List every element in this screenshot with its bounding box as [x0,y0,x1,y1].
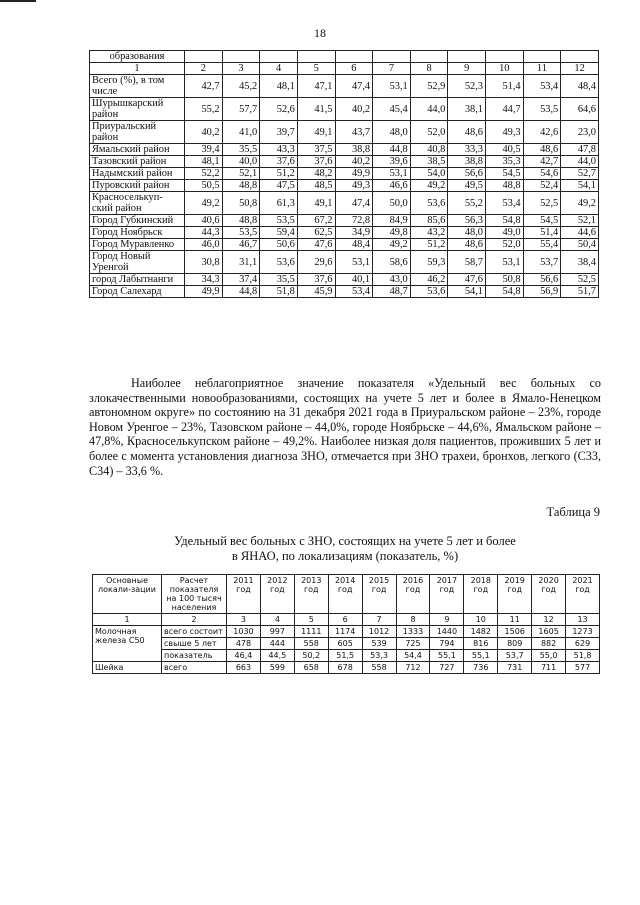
index-cell: 5 [297,63,335,75]
value-cell: 1605 [532,626,566,638]
value-cell: 40,2 [335,98,373,121]
table-row [90,215,599,227]
value-cell: 55,1 [430,650,464,662]
table-row [90,192,599,215]
value-cell: 51,8 [566,650,600,662]
value-cell: 48,8 [222,215,260,227]
table-row [90,227,599,239]
value-cell: 56,6 [448,168,486,180]
value-cell: 1506 [498,626,532,638]
value-cell: 47,6 [448,274,486,286]
value-cell: 39,6 [373,156,411,168]
row-label: Всего (%), в том числе [90,75,185,98]
table-label: Таблица 9 [546,505,600,519]
localization-label: Шейка [93,662,162,674]
value-cell: 53,1 [373,168,411,180]
row-label: Город Ноябрьск [90,227,185,239]
table-row [93,638,600,650]
value-cell: 53,5 [260,215,298,227]
value-cell: 577 [566,662,600,674]
value-cell: 51,7 [561,286,599,298]
value-cell: 64,6 [561,98,599,121]
table-row [93,626,600,638]
localization-table [92,574,600,674]
value-cell: 50,8 [486,274,524,286]
value-cell: 47,4 [335,192,373,215]
table-row [93,650,600,662]
index-cell: 2 [185,63,223,75]
row-label: Надымский район [90,168,185,180]
table-index-row [93,614,600,626]
value-cell: 1273 [566,626,600,638]
value-cell: 46,6 [373,180,411,192]
index-cell: 9 [430,614,464,626]
value-cell: 53,1 [373,75,411,98]
column-header-year: 2017 год [430,575,464,614]
value-cell: 51,8 [260,286,298,298]
value-cell: 53,6 [410,192,448,215]
district-table [89,50,599,298]
value-cell: 46,7 [222,239,260,251]
body-paragraph: Наиболее неблагоприятное значение показателя «Удельный вес больных со злокачественными новообразованиями, состоящих на учете 5 лет и более в Ямало-Ненецком автономном округе» по состоянию на 31 декабря 2021 года в Приуральском районе – 23%, городе Новом Уренгое – 23%, Тазовском районе – 44,0%, городе Ноябрьске – 44,6%, Ямальском районе – 47,8%, Красноселькупском районе – 49,2%. Наиболее низкая доля пациентов, проживших 5 лет и более с момента установления диагноза ЗНО, отмечается при ЗНО трахеи, бронхов, легкого (С33, С34) – 33,6 %. [89,376,601,478]
value-cell: 43,2 [410,227,448,239]
value-cell: 49,9 [185,286,223,298]
value-cell: 48,6 [523,144,561,156]
value-cell: 59,4 [260,227,298,239]
value-cell: 478 [227,638,261,650]
value-cell: 38,8 [335,144,373,156]
value-cell: 40,1 [335,274,373,286]
value-cell: 40,0 [222,156,260,168]
index-cell: 9 [448,63,486,75]
value-cell: 58,6 [373,251,411,274]
value-cell: 48,7 [373,286,411,298]
value-cell: 711 [532,662,566,674]
value-cell: 56,9 [523,286,561,298]
index-cell: 13 [566,614,600,626]
column-header-year: 2021 год [566,575,600,614]
header-cell [410,51,448,63]
header-cell [523,51,561,63]
value-cell: 558 [294,638,328,650]
value-cell: 39,7 [260,121,298,144]
value-cell: 53,7 [523,251,561,274]
value-cell: 55,1 [464,650,498,662]
value-cell: 52,3 [448,75,486,98]
value-cell: 605 [328,638,362,650]
value-cell: 1030 [227,626,261,638]
value-cell: 49,2 [561,192,599,215]
value-cell: 558 [362,662,396,674]
value-cell: 48,0 [373,121,411,144]
value-cell: 84,9 [373,215,411,227]
value-cell: 38,4 [561,251,599,274]
value-cell: 51,5 [328,650,362,662]
index-cell: 2 [162,614,227,626]
index-cell: 10 [464,614,498,626]
value-cell: 1174 [328,626,362,638]
value-cell: 56,3 [448,215,486,227]
value-cell: 62,5 [297,227,335,239]
value-cell: 59,3 [410,251,448,274]
value-cell: 85,6 [410,215,448,227]
value-cell: 1333 [396,626,430,638]
header-cell-entity: образования [90,51,185,63]
index-cell: 1 [93,614,162,626]
value-cell: 45,9 [297,286,335,298]
table-row [90,168,599,180]
value-cell: 52,0 [410,121,448,144]
value-cell: 48,4 [335,239,373,251]
value-cell: 1440 [430,626,464,638]
value-cell: 53,5 [523,98,561,121]
value-cell: 444 [260,638,294,650]
value-cell: 54,0 [410,168,448,180]
value-cell: 46,4 [227,650,261,662]
value-cell: 52,1 [222,168,260,180]
value-cell: 53,1 [335,251,373,274]
column-header-year: 2011 год [227,575,261,614]
value-cell: 49,3 [335,180,373,192]
value-cell: 41,5 [297,98,335,121]
value-cell: 40,6 [185,215,223,227]
column-header-year: 2020 год [532,575,566,614]
value-cell: 53,4 [486,192,524,215]
value-cell: 49,1 [297,121,335,144]
value-cell: 50,6 [260,239,298,251]
row-label: город Лабытнанги [90,274,185,286]
value-cell: 48,1 [185,156,223,168]
index-cell: 7 [373,63,411,75]
value-cell: 50,5 [185,180,223,192]
value-cell: 678 [328,662,362,674]
value-cell: 50,4 [561,239,599,251]
value-cell: 49,2 [373,239,411,251]
index-cell: 11 [498,614,532,626]
value-cell: 38,5 [410,156,448,168]
index-cell: 3 [222,63,260,75]
value-cell: 48,6 [448,239,486,251]
value-cell: 37,4 [222,274,260,286]
value-cell: 44,3 [185,227,223,239]
value-cell: 49,5 [448,180,486,192]
column-header-calculation: Расчет показателя на 100 тысяч населения [162,575,227,614]
header-cell [561,51,599,63]
value-cell: 48,4 [561,75,599,98]
value-cell: 53,7 [498,650,532,662]
header-cell [373,51,411,63]
header-cell [297,51,335,63]
index-cell: 4 [260,614,294,626]
row-label: Шурышкарский район [90,98,185,121]
value-cell: 40,2 [335,156,373,168]
value-cell: 35,3 [486,156,524,168]
value-cell: 49,1 [297,192,335,215]
value-cell: 54,4 [396,650,430,662]
column-header-year: 2014 год [328,575,362,614]
column-header-year: 2018 год [464,575,498,614]
value-cell: 809 [498,638,532,650]
value-cell: 54,6 [523,168,561,180]
table-row [93,662,600,674]
value-cell: 40,8 [410,144,448,156]
value-cell: 56,6 [523,274,561,286]
value-cell: 794 [430,638,464,650]
value-cell: 72,8 [335,215,373,227]
value-cell: 51,2 [410,239,448,251]
value-cell: 997 [260,626,294,638]
value-cell: 44,0 [410,98,448,121]
value-cell: 52,9 [410,75,448,98]
index-cell: 12 [561,63,599,75]
value-cell: 52,5 [561,274,599,286]
value-cell: 55,2 [448,192,486,215]
header-cell [448,51,486,63]
value-cell: 42,6 [523,121,561,144]
row-label: Город Губкинский [90,215,185,227]
value-cell: 43,0 [373,274,411,286]
value-cell: 54,1 [448,286,486,298]
value-cell: 816 [464,638,498,650]
value-cell: 37,6 [297,274,335,286]
value-cell: 44,7 [486,98,524,121]
header-cell [260,51,298,63]
value-cell: 663 [227,662,261,674]
index-cell: 5 [294,614,328,626]
table-row [90,144,599,156]
value-cell: 52,0 [486,239,524,251]
value-cell: 55,4 [523,239,561,251]
value-cell: 48,5 [297,180,335,192]
value-cell: 67,2 [297,215,335,227]
value-cell: 50,2 [294,650,328,662]
value-cell: 48,0 [448,227,486,239]
indicator-label: всего состоит [162,626,227,638]
value-cell: 47,8 [561,144,599,156]
value-cell: 50,0 [373,192,411,215]
header-cell [335,51,373,63]
row-label: Пуровский район [90,180,185,192]
table-row [90,286,599,298]
value-cell: 46,0 [185,239,223,251]
value-cell: 49,2 [410,180,448,192]
row-label: Красноселькуп-ский район [90,192,185,215]
value-cell: 43,7 [335,121,373,144]
value-cell: 53,1 [486,251,524,274]
column-header-year: 2015 год [362,575,396,614]
column-header-year: 2019 год [498,575,532,614]
value-cell: 54,5 [523,215,561,227]
value-cell: 34,3 [185,274,223,286]
index-cell: 8 [396,614,430,626]
value-cell: 47,5 [260,180,298,192]
value-cell: 52,6 [260,98,298,121]
value-cell: 61,3 [260,192,298,215]
index-cell: 7 [362,614,396,626]
value-cell: 23,0 [561,121,599,144]
table-row [90,156,599,168]
indicator-label: свыше 5 лет [162,638,227,650]
table-header-row [93,575,600,614]
index-cell: 6 [328,614,362,626]
value-cell: 51,2 [260,168,298,180]
value-cell: 54,8 [486,286,524,298]
value-cell: 52,7 [561,168,599,180]
indicator-label: всего [162,662,227,674]
table-row [90,121,599,144]
caption-line-1: Удельный вес больных с ЗНО, состоящих на учете 5 лет и более [174,534,516,548]
value-cell: 45,2 [222,75,260,98]
value-cell: 44,8 [222,286,260,298]
value-cell: 35,5 [222,144,260,156]
value-cell: 52,1 [561,215,599,227]
index-cell: 11 [523,63,561,75]
index-cell: 12 [532,614,566,626]
value-cell: 45,4 [373,98,411,121]
value-cell: 1111 [294,626,328,638]
value-cell: 49,9 [335,168,373,180]
value-cell: 57,7 [222,98,260,121]
value-cell: 539 [362,638,396,650]
value-cell: 731 [498,662,532,674]
table-row [90,274,599,286]
value-cell: 30,8 [185,251,223,274]
localization-label: Молочная железа С50 [93,626,162,662]
value-cell: 47,1 [297,75,335,98]
value-cell: 51,4 [486,75,524,98]
indicator-label: показатель [162,650,227,662]
value-cell: 1482 [464,626,498,638]
table-caption [89,534,601,564]
value-cell: 882 [532,638,566,650]
value-cell: 50,8 [222,192,260,215]
index-cell: 4 [260,63,298,75]
column-header-localization: Основные локали-зации [93,575,162,614]
value-cell: 48,8 [486,180,524,192]
column-header-year: 2013 год [294,575,328,614]
row-label: Приуральский район [90,121,185,144]
value-cell: 629 [566,638,600,650]
row-label: Город Муравленко [90,239,185,251]
value-cell: 38,1 [448,98,486,121]
value-cell: 658 [294,662,328,674]
value-cell: 53,6 [410,286,448,298]
page-number: 18 [314,26,326,40]
value-cell: 48,2 [297,168,335,180]
value-cell: 34,9 [335,227,373,239]
column-header-year: 2012 год [260,575,294,614]
value-cell: 44,6 [561,227,599,239]
value-cell: 41,0 [222,121,260,144]
value-cell: 31,1 [222,251,260,274]
value-cell: 48,6 [448,121,486,144]
value-cell: 55,2 [185,98,223,121]
value-cell: 54,1 [561,180,599,192]
table-row [90,98,599,121]
value-cell: 58,7 [448,251,486,274]
table-row [90,75,599,98]
table-index-row [90,63,599,75]
index-cell: 3 [227,614,261,626]
value-cell: 52,5 [523,192,561,215]
value-cell: 37,6 [260,156,298,168]
row-label: Тазовский район [90,156,185,168]
index-cell: 6 [335,63,373,75]
value-cell: 51,4 [523,227,561,239]
value-cell: 49,2 [185,192,223,215]
header-cell [185,51,223,63]
value-cell: 725 [396,638,430,650]
value-cell: 55,0 [532,650,566,662]
value-cell: 727 [430,662,464,674]
caption-line-2: в ЯНАО, по локализациям (показатель, %) [231,549,459,563]
value-cell: 37,6 [297,156,335,168]
value-cell: 53,4 [523,75,561,98]
value-cell: 38,8 [448,156,486,168]
value-cell: 1012 [362,626,396,638]
value-cell: 52,4 [523,180,561,192]
value-cell: 39,4 [185,144,223,156]
index-cell: 10 [486,63,524,75]
table-row [90,180,599,192]
value-cell: 37,5 [297,144,335,156]
row-label: Ямальский район [90,144,185,156]
value-cell: 33,3 [448,144,486,156]
value-cell: 49,8 [373,227,411,239]
value-cell: 53,5 [222,227,260,239]
value-cell: 53,6 [260,251,298,274]
value-cell: 49,3 [486,121,524,144]
value-cell: 44,0 [561,156,599,168]
value-cell: 49,0 [486,227,524,239]
value-cell: 40,2 [185,121,223,144]
row-label: Город Салехард [90,286,185,298]
value-cell: 35,5 [260,274,298,286]
value-cell: 46,2 [410,274,448,286]
value-cell: 736 [464,662,498,674]
value-cell: 40,5 [486,144,524,156]
value-cell: 43,3 [260,144,298,156]
value-cell: 599 [260,662,294,674]
index-cell: 1 [90,63,185,75]
value-cell: 712 [396,662,430,674]
value-cell: 44,5 [260,650,294,662]
value-cell: 53,3 [362,650,396,662]
row-label: Город Новый Уренгой [90,251,185,274]
value-cell: 42,7 [185,75,223,98]
value-cell: 53,4 [335,286,373,298]
value-cell: 48,8 [222,180,260,192]
value-cell: 47,6 [297,239,335,251]
value-cell: 42,7 [523,156,561,168]
column-header-year: 2016 год [396,575,430,614]
table-header-row [90,51,599,63]
value-cell: 48,1 [260,75,298,98]
value-cell: 52,2 [185,168,223,180]
value-cell: 54,8 [486,215,524,227]
value-cell: 44,8 [373,144,411,156]
index-cell: 8 [410,63,448,75]
table-row [90,251,599,274]
value-cell: 47,4 [335,75,373,98]
header-cell [222,51,260,63]
value-cell: 29,6 [297,251,335,274]
value-cell: 54,5 [486,168,524,180]
table-row [90,239,599,251]
header-cell [486,51,524,63]
top-rule [0,0,36,2]
